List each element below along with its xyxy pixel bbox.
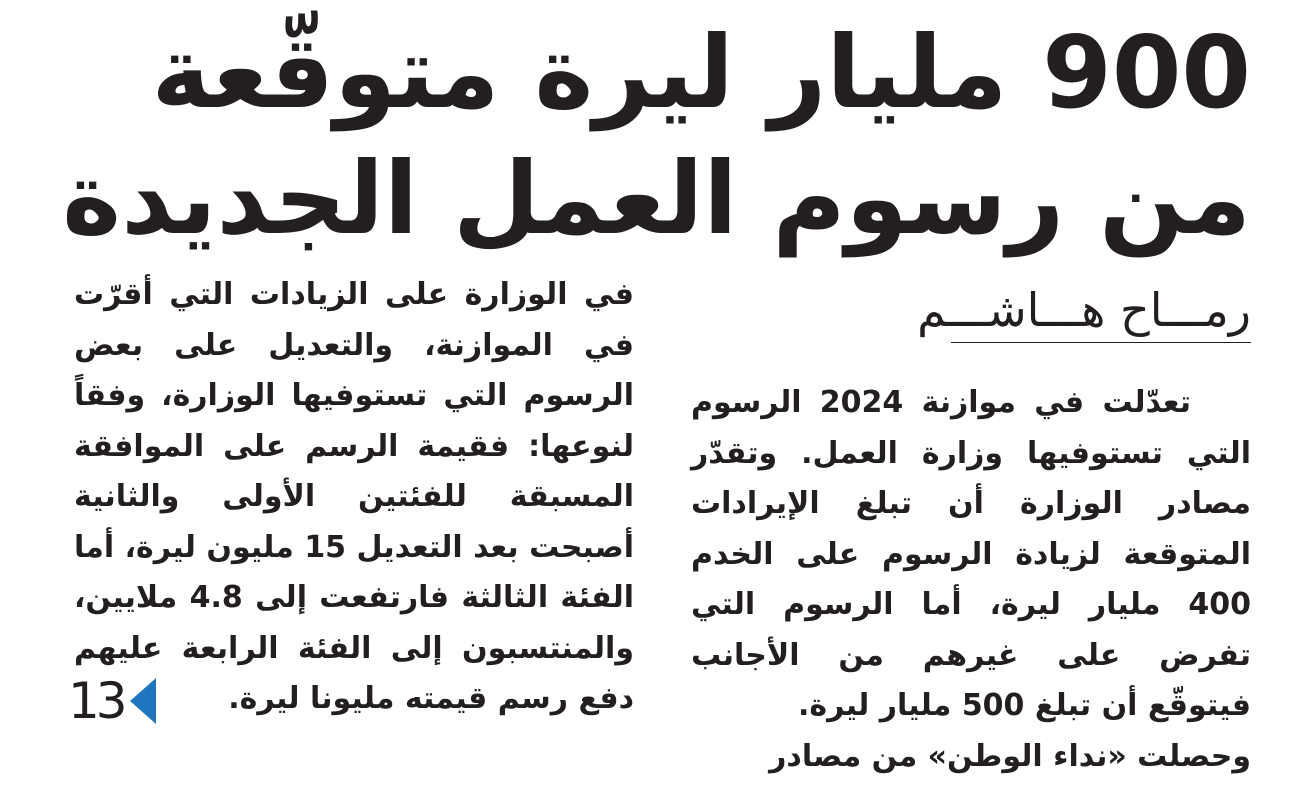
headline-line-2: من رسوم العمل الجديدة [62, 140, 1251, 257]
page-marker [68, 670, 156, 732]
paragraph: وحصلت «نداء الوطن» من مصادر [769, 738, 1251, 774]
article-column-left [74, 270, 634, 725]
paragraph: في الوزارة على الزيادات التي أقرّت في الموازنة، والتعديل على بعض الرسوم التي تستوفيها الوزارة، وفقاً لنوعها: فقيمة الرسم على الموافقة المسبقة للفئتين الأولى والثانية أصبحت بعد التعديل 15 مليون ليرة، أما الفئة الثالثة فارتفعت إلى 4.8 ملايين، والمنتسبون إلى الفئة الرابعة عليهم دفع رسم قيمته مليونا ليرة. [74, 277, 635, 716]
article-column-right [691, 378, 1251, 782]
triangle-left-icon [130, 678, 156, 724]
author-byline: رمـــاح هـــاشـــم [951, 280, 1251, 343]
paragraph: تعدّلت في موازنة 2024 الرسوم التي تستوفيها وزارة العمل. وتقدّر مصادر الوزارة أن تبلغ الإيرادات المتوقعة لزيادة الرسوم على الخدم 400 مليار ليرة، أما الرسوم التي تفرض على غيرهم من الأجانب فيتوقّع أن تبلغ 500 مليار ليرة. [691, 385, 1251, 723]
page-number: 13 [68, 672, 124, 730]
headline [62, 10, 1251, 262]
headline-line-1: 900 مليار ليرة متوقّعة [151, 14, 1251, 131]
